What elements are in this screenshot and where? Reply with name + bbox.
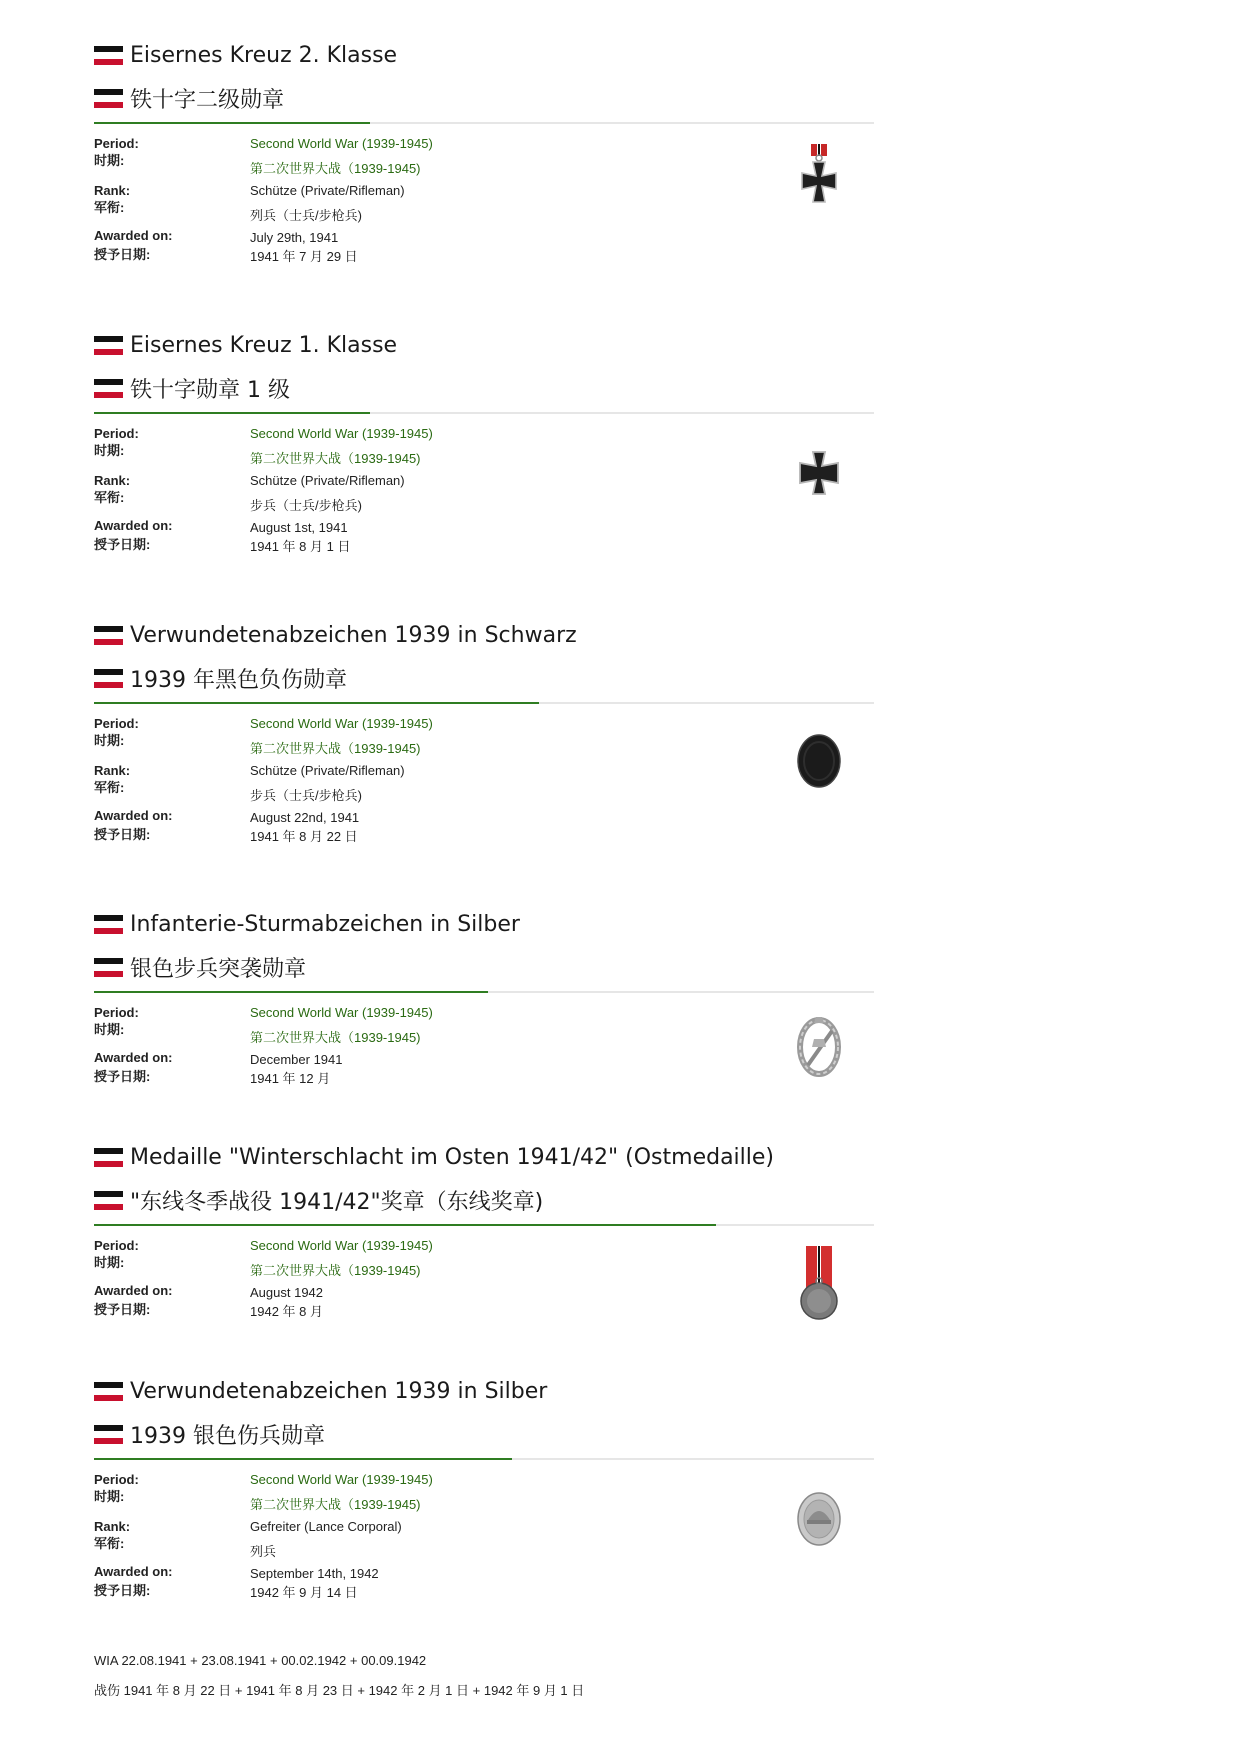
eastern-front-medal-icon [794, 1246, 844, 1322]
imperial-flag-icon [94, 958, 123, 977]
award-card [94, 34, 874, 266]
award-title-zh: 1939 年黑色负伤勋章 [130, 668, 347, 693]
period-value-zh: 第二次世界大战（1939-1945) [250, 1263, 421, 1278]
rank-label-zh: 军衔: [94, 780, 125, 795]
awarded-value: July 29th, 1941 [250, 230, 339, 245]
rank-value: Schütze (Private/Rifleman) [250, 763, 405, 778]
award-title-de: Verwundetenabzeichen 1939 in Silber [130, 1379, 548, 1404]
imperial-flag-icon [94, 46, 123, 65]
imperial-flag-icon [94, 1191, 123, 1210]
awarded-value: August 1942 [250, 1285, 324, 1300]
awarded-value-zh: 1942 年 8 月 [250, 1304, 323, 1319]
award-title-de: Medaille "Winterschlacht im Osten 1941/42" (Ostmedaille) [130, 1145, 775, 1170]
awarded-label: Awarded on: [94, 808, 173, 823]
awarded-value-zh: 1942 年 9 月 14 日 [250, 1585, 358, 1600]
wia-note-zh: 战伤 1941 年 8 月 22 日 + 1941 年 8 月 23 日 + 1942 年 2 月 1 日 + 1942 年 9 月 1 日 [94, 1683, 585, 1698]
period-value: Second World War (1939-1945) [250, 1238, 433, 1253]
award-title-de: Verwundetenabzeichen 1939 in Schwarz [130, 623, 577, 648]
award-title-zh-line [94, 657, 874, 700]
silver-wound-badge-icon [794, 1490, 844, 1548]
period-label: Period: [94, 1005, 139, 1020]
award-title-zh-line [94, 77, 874, 120]
section-divider [94, 1224, 874, 1226]
award-title-de: Eisernes Kreuz 1. Klasse [130, 333, 398, 358]
award-title-zh: "东线冬季战役 1941/42"奖章（东线奖章) [130, 1190, 544, 1215]
period-label-zh: 时期: [94, 1022, 125, 1037]
section-divider [94, 122, 874, 124]
award-title-de-line [94, 324, 874, 367]
imperial-flag-icon [94, 915, 123, 934]
iron-cross-icon [794, 448, 844, 498]
period-value: Second World War (1939-1945) [250, 1005, 433, 1020]
award-title-de-line [94, 34, 874, 77]
rank-value-zh: 列兵 [250, 1544, 277, 1559]
rank-label: Rank: [94, 763, 131, 778]
black-wound-badge-icon [794, 732, 844, 790]
award-title-zh: 1939 银色伤兵勋章 [130, 1424, 325, 1449]
award-card [94, 324, 874, 556]
period-label-zh: 时期: [94, 443, 125, 458]
wounded-in-action-notes [94, 1646, 584, 1706]
awarded-value-zh: 1941 年 8 月 1 日 [250, 539, 351, 554]
awarded-label-zh: 授予日期: [94, 537, 151, 552]
awarded-value-zh: 1941 年 8 月 22 日 [250, 829, 358, 844]
awarded-value-zh: 1941 年 7 月 29 日 [250, 249, 358, 264]
rank-label: Rank: [94, 473, 131, 488]
period-label: Period: [94, 1472, 139, 1487]
period-label-zh: 时期: [94, 153, 125, 168]
awarded-label: Awarded on: [94, 1050, 173, 1065]
period-label-zh: 时期: [94, 733, 125, 748]
section-divider [94, 702, 874, 704]
award-title-de-line [94, 614, 874, 657]
rank-label: Rank: [94, 183, 131, 198]
period-value: Second World War (1939-1945) [250, 426, 433, 441]
award-title-zh: 铁十字二级勋章 [130, 88, 285, 113]
period-label: Period: [94, 1238, 139, 1253]
period-value-zh: 第二次世界大战（1939-1945) [250, 1497, 421, 1512]
award-title-zh-line [94, 946, 874, 989]
imperial-flag-icon [94, 669, 123, 688]
award-title-zh-line [94, 1179, 874, 1222]
period-value: Second World War (1939-1945) [250, 136, 433, 151]
award-title-de-line [94, 903, 874, 946]
rank-value: Schütze (Private/Rifleman) [250, 473, 405, 488]
awarded-label-zh: 授予日期: [94, 1302, 151, 1317]
rank-value-zh: 步兵（士兵/步枪兵) [250, 788, 362, 803]
award-card [94, 1370, 874, 1602]
period-value: Second World War (1939-1945) [250, 1472, 433, 1487]
rank-label: Rank: [94, 1519, 131, 1534]
rank-value-zh: 步兵（士兵/步枪兵) [250, 498, 362, 513]
awarded-value: September 14th, 1942 [250, 1566, 379, 1581]
period-label-zh: 时期: [94, 1255, 125, 1270]
imperial-flag-icon [94, 89, 123, 108]
award-card [94, 903, 874, 1088]
award-card [94, 1136, 874, 1321]
rank-value: Schütze (Private/Rifleman) [250, 183, 405, 198]
section-divider [94, 1458, 874, 1460]
section-divider [94, 412, 874, 414]
rank-value: Gefreiter (Lance Corporal) [250, 1519, 402, 1534]
section-divider [94, 991, 874, 993]
period-value: Second World War (1939-1945) [250, 716, 433, 731]
awarded-label-zh: 授予日期: [94, 827, 151, 842]
awarded-label-zh: 授予日期: [94, 247, 151, 262]
iron-cross-with-ribbon-icon [794, 144, 844, 220]
awarded-value-zh: 1941 年 12 月 [250, 1071, 331, 1086]
infantry-assault-badge-icon [794, 1013, 844, 1077]
awarded-label: Awarded on: [94, 518, 173, 533]
period-value-zh: 第二次世界大战（1939-1945) [250, 451, 421, 466]
rank-label-zh: 军衔: [94, 200, 125, 215]
award-title-de: Eisernes Kreuz 2. Klasse [130, 43, 398, 68]
period-label-zh: 时期: [94, 1489, 125, 1504]
awarded-label-zh: 授予日期: [94, 1069, 151, 1084]
rank-label-zh: 军衔: [94, 1536, 125, 1551]
award-title-de: Infanterie-Sturmabzeichen in Silber [130, 912, 520, 937]
period-value-zh: 第二次世界大战（1939-1945) [250, 1030, 421, 1045]
award-title-zh: 铁十字勋章 1 级 [130, 378, 290, 403]
awarded-label: Awarded on: [94, 228, 173, 243]
awarded-label: Awarded on: [94, 1283, 173, 1298]
awarded-value: August 22nd, 1941 [250, 810, 360, 825]
award-title-de-line [94, 1370, 874, 1413]
award-title-zh-line [94, 367, 874, 410]
awarded-label: Awarded on: [94, 1564, 173, 1579]
imperial-flag-icon [94, 1148, 123, 1167]
imperial-flag-icon [94, 379, 123, 398]
awarded-value: December 1941 [250, 1052, 343, 1067]
rank-value-zh: 列兵（士兵/步枪兵) [250, 208, 362, 223]
period-value-zh: 第二次世界大战（1939-1945) [250, 161, 421, 176]
period-label: Period: [94, 716, 139, 731]
imperial-flag-icon [94, 336, 123, 355]
awarded-value: August 1st, 1941 [250, 520, 348, 535]
imperial-flag-icon [94, 626, 123, 645]
period-label: Period: [94, 136, 139, 151]
imperial-flag-icon [94, 1425, 123, 1444]
rank-label-zh: 军衔: [94, 490, 125, 505]
award-title-zh: 银色步兵突袭勋章 [130, 957, 307, 982]
awarded-label-zh: 授予日期: [94, 1583, 151, 1598]
award-title-zh-line [94, 1413, 874, 1456]
award-card [94, 614, 874, 846]
period-value-zh: 第二次世界大战（1939-1945) [250, 741, 421, 756]
award-title-de-line [94, 1136, 874, 1179]
wia-note-en: WIA 22.08.1941 + 23.08.1941 + 00.02.1942 + 00.09.1942 [94, 1653, 427, 1668]
imperial-flag-icon [94, 1382, 123, 1401]
period-label: Period: [94, 426, 139, 441]
